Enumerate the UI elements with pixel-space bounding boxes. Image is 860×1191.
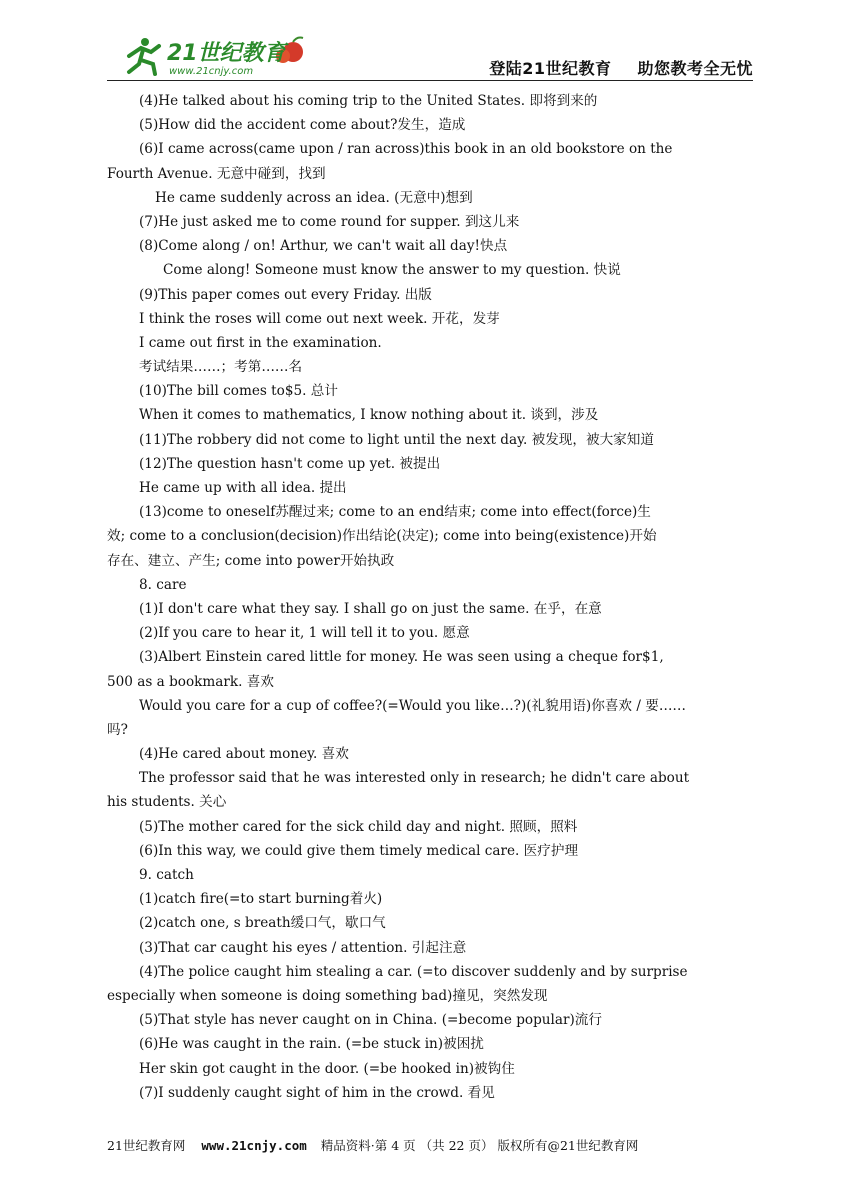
text-line: (5)The mother cared for the sick child day and night. 照顾，照料 xyxy=(139,818,578,835)
logo-url: www.21cnjy.com xyxy=(169,66,254,77)
text-line: Fourth Avenue. 无意中碰到，找到 xyxy=(107,165,326,182)
section-heading: 9. catch xyxy=(139,867,194,883)
text-line: (6)I came across(came upon / ran across)this book in an old bookstore on the xyxy=(139,141,673,158)
text-line: I came out first in the examination. xyxy=(139,334,382,351)
page-header xyxy=(107,28,753,81)
header-slogan xyxy=(489,56,753,79)
text-line: The professor said that he was interested only in research; he didn't care about xyxy=(139,770,690,787)
text-line: 吗? xyxy=(107,721,128,738)
text-line: (2)catch one, s breath缓口气，歇口气 xyxy=(139,915,386,932)
text-line: (7)He just asked me to come round for supper. 到这儿来 xyxy=(139,213,520,230)
text-line: (13)come to oneself苏醒过来; come to an end结束; come into effect(force)生 xyxy=(139,504,651,521)
text-line: (6)In this way, we could give them timely medical care. 医疗护理 xyxy=(139,842,579,859)
text-line: (1)I don't care what they say. I shall go on just the same. 在乎，在意 xyxy=(139,600,602,617)
logo xyxy=(115,34,315,78)
footer-page-info: 精品资料·第 4 页 （共 22 页） 版权所有@21世纪教育网 xyxy=(320,1138,639,1153)
text-line: (3)That car caught his eyes / attention. 引起注意 xyxy=(139,939,467,956)
text-line: especially when someone is doing something bad)撞见，突然发现 xyxy=(107,987,548,1004)
text-line: 效; come to a conclusion(decision)作出结论(决定); come into being(existence)开始 xyxy=(107,528,657,545)
text-line: (7)I suddenly caught sight of him in the crowd. 看见 xyxy=(139,1084,495,1101)
text-line: (4)He cared about money. 喜欢 xyxy=(139,746,349,763)
footer-left: 21世纪教育网 xyxy=(107,1138,186,1153)
text-line: I think the roses will come out next week. 开花，发芽 xyxy=(139,310,500,327)
text-line: He came suddenly across an idea. (无意中)想到 xyxy=(155,189,473,206)
footer-site-link[interactable]: www.21cnjy.com xyxy=(201,1138,307,1153)
document-body xyxy=(107,89,753,1105)
slogan-left: 登陆21世纪教育 xyxy=(489,59,612,78)
logo-text: 21世纪教育 xyxy=(167,41,286,66)
text-line: (6)He was caught in the rain. (=be stuck in)被困扰 xyxy=(139,1036,484,1053)
text-line: (4)He talked about his coming trip to the United States. 即将到来的 xyxy=(139,93,598,109)
text-line: his students. 关心 xyxy=(107,794,227,811)
text-line: (1)catch fire(=to start burning着火) xyxy=(139,891,383,908)
text-line: (8)Come along / on! Arthur, we can't wait all day!快点 xyxy=(139,238,508,255)
text-line: 存在、建立、产生; come into power开始执政 xyxy=(107,552,395,569)
text-line: When it comes to mathematics, I know nothing about it. 谈到，涉及 xyxy=(139,407,599,424)
text-line: (2)If you care to hear it, 1 will tell it to you. 愿意 xyxy=(139,625,470,642)
text-line: (10)The bill comes to$5. 总计 xyxy=(139,383,338,400)
text-line: 500 as a bookmark. 喜欢 xyxy=(107,673,274,690)
text-line: (12)The question hasn't come up yet. 被提出 xyxy=(139,455,441,472)
text-line: Come along! Someone must know the answer to my question. 快说 xyxy=(163,262,621,279)
text-line: (5)How did the accident come about?发生，造成 xyxy=(139,117,466,134)
text-line: Her skin got caught in the door. (=be hooked in)被钩住 xyxy=(139,1060,515,1077)
text-line: (9)This paper comes out every Friday. 出版 xyxy=(139,286,432,303)
slogan-right: 助您教考全无忧 xyxy=(637,59,753,78)
text-line: (3)Albert Einstein cared little for money. He was seen using a cheque for$1, xyxy=(139,649,664,666)
section-heading: 8. care xyxy=(139,576,187,593)
text-line: He came up with all idea. 提出 xyxy=(139,480,347,496)
text-line: (4)The police caught him stealing a car. (=to discover suddenly and by surprise xyxy=(139,963,688,980)
text-line: Would you care for a cup of coffee?(=Would you like…?)(礼貌用语)你喜欢 / 要…… xyxy=(139,697,687,714)
text-line: 考试结果……；考第……名 xyxy=(139,359,303,376)
text-line: (11)The robbery did not come to light until the next day. 被发现，被大家知道 xyxy=(139,431,654,448)
runner-icon xyxy=(129,38,159,74)
text-line: (5)That style has never caught on in China. (=become popular)流行 xyxy=(139,1012,602,1029)
page-footer xyxy=(107,1136,753,1156)
